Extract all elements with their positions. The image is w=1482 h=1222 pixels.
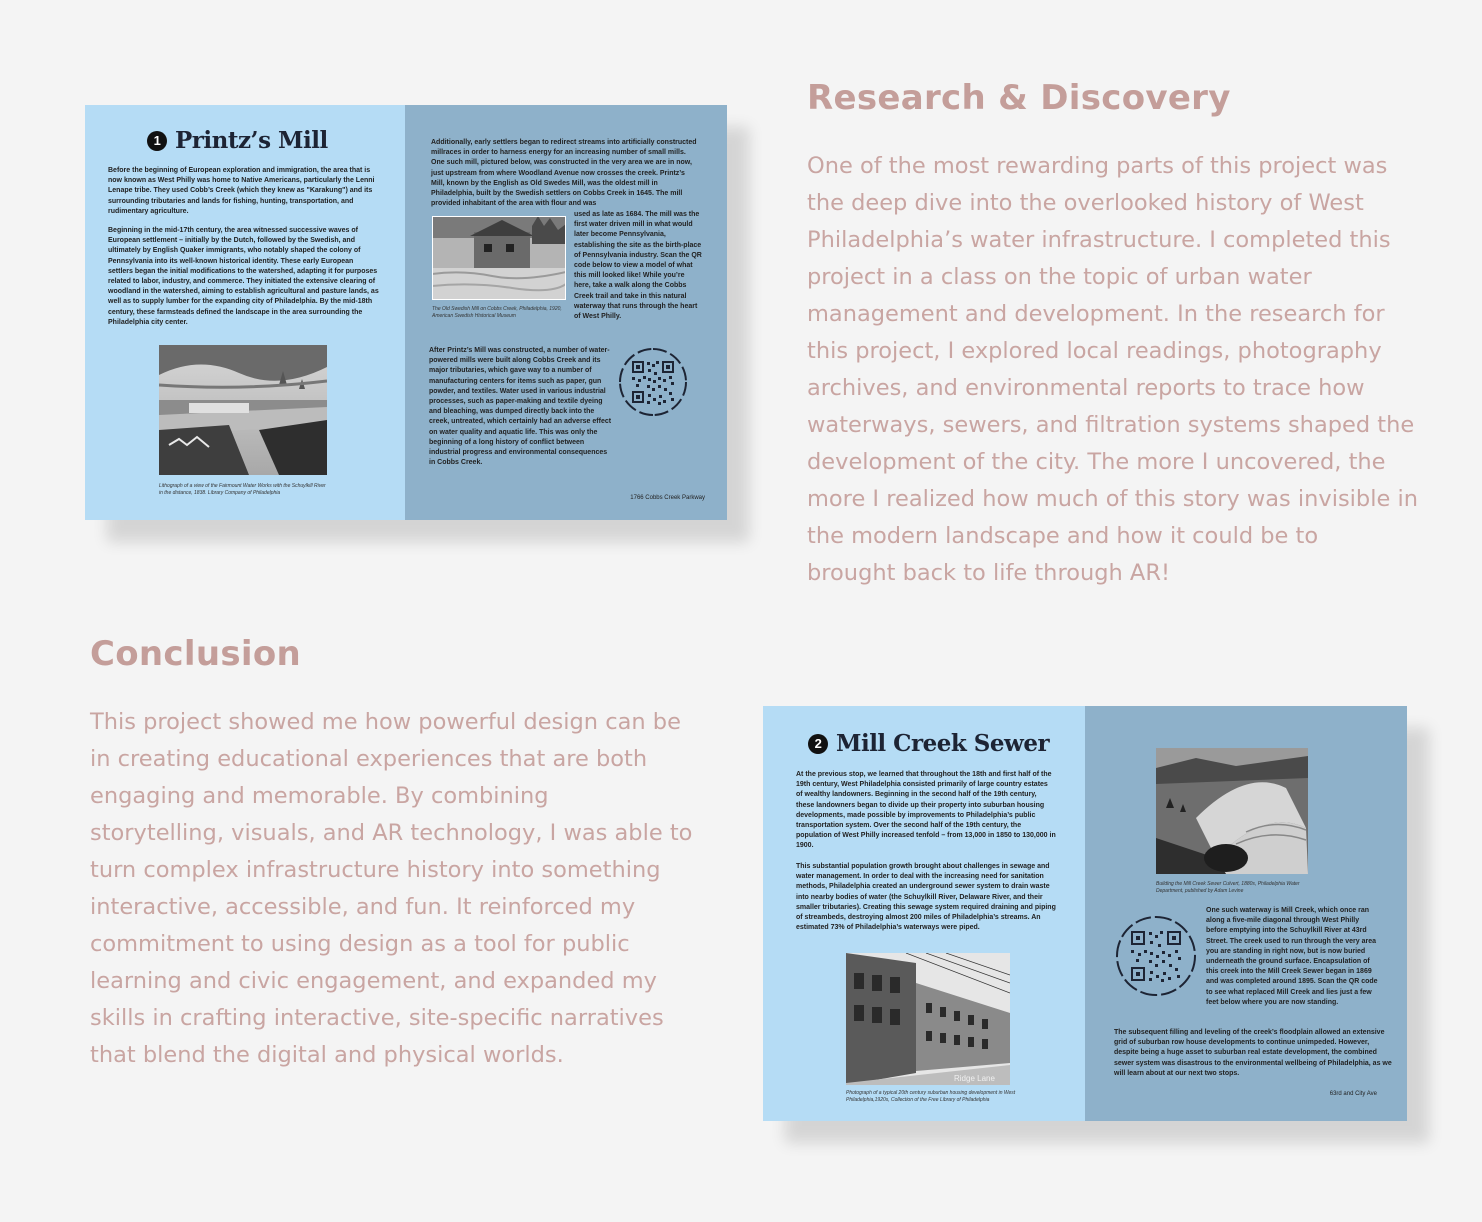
body-paragraph: used as late as 1684. The mill was the first water driven mill in what would later become Pennsylvania, establishing the site as the birth-place of Pennsylvania industry. Scan the QR code below to view a model of what this mill looked like! While you’re here, take a walk along the Cobbs Creek trail and take in this natural waterway that runs through the heart of West Philly.	[574, 211, 702, 321]
body-paragraph: Beginning in the mid-17th century, the area witnessed successive waves of European settlement – initially by the Dutch, followed by the Swedish, and ultimately by English Quaker immigrants, who notably shaped the colony of Pennsylvania into its well-known historical identity. These early European settlers began the initial modifications to the watershed, adapting it for purposes related to labor, industry, and commerce. They initiated the extensive clearing of woodland in the watershed, aiming to establish agricultural and pasture lands, as well as to supply lumber for the expanding city of Philadelphia. By the mid-18th century, these farmsteads defined the landscape in the area surrounding the Philadelphia city center.	[108, 227, 379, 326]
text-line: the deep dive into the overlooked history of West	[807, 190, 1364, 216]
brochure-spread-printzs-mill	[85, 105, 727, 520]
body-paragraph: At the previous stop, we learned that throughout the 18th and first half of the 19th century, West Philadelphia consisted primarily of large country estates of wealthy landowners. Beginning in the second half of the 19th century, these landowners began to divide up their property into suburban housing developments, made possible by improvements to Philadelphia’s public transportation system. Over the second half of the 19th century, the population of West Philly increased tenfold – from 13,000 in 1850 to 130,000 in 1900.	[796, 771, 1056, 850]
conclusion-heading: Conclusion	[90, 634, 301, 674]
spread1-left-page	[85, 105, 405, 520]
sewer-culvert-photo	[1156, 748, 1308, 874]
body-paragraph: After Printz’s Mill was constructed, a number of water-powered mills were built along Cobbs Creek and its major tributaries, which gave way to a number of manufacturing centers for items such as paper, gun powder, and textiles. Water used in various industrial processes, such as paper-making and textile dyeing and bleaching, was dumped directly back into the creek, untreated, which certainly had an adverse effect on water quality and aquatic life. This was only the beginning of a long history of conflict between industrial progress and environmental consequences in Cobbs Creek.	[429, 347, 612, 467]
text-line: in creating educational experiences that are both	[90, 746, 648, 772]
text-line: turn complex infrastructure history into something	[90, 857, 661, 883]
text-line: storytelling, visuals, and AR technology, I was able to	[90, 820, 693, 846]
spread2-right-page	[1085, 706, 1407, 1121]
text-line: brought back to life through AR!	[807, 560, 1170, 586]
body-paragraph: The subsequent filling and leveling of the creek’s floodplain allowed an extensive grid of suburban row house developments to continue unimpeded. However, despite being a huge asset to suburban real estate development, the combined sewer system was disastrous to the environmental wellbeing of Philadelphia, as we will learn about at our next two stops.	[1114, 1029, 1392, 1077]
image-caption: Lithograph of a view of the Fairmount Water Works with the Schuylkill River in the distance, 1838. Library Company of Philadelphia	[159, 483, 326, 496]
text-line: project in a class on the topic of urban water	[807, 264, 1312, 290]
text-line: Philadelphia’s water infrastructure. I completed this	[807, 227, 1391, 253]
research-heading: Research & Discovery	[807, 78, 1231, 118]
text-line: development of the city. The more I uncovered, the	[807, 449, 1386, 475]
research-paragraph	[807, 148, 1467, 592]
text-line: more I realized how much of this story was invisible in	[807, 486, 1418, 512]
text-line: archives, and environmental reports to trace how	[807, 375, 1365, 401]
page-title	[147, 127, 328, 154]
text-line: This project showed me how powerful design can be	[90, 709, 681, 735]
lithograph-image	[159, 345, 327, 475]
body-paragraph: Before the beginning of European exploration and immigration, the area that is now known as West Philly was home to Native Americans, particularly the Lenni Lenape tribe. They used Cobb’s Creek (which they knew as "Karakung") and its surrounding tributaries and lands for fishing, hunting, transportation, and rudimentary agriculture.	[108, 167, 375, 215]
text-line: One of the most rewarding parts of this project was	[807, 153, 1388, 179]
text-line: that blend the digital and physical worlds.	[90, 1042, 564, 1068]
stop-number-badge: 1	[147, 131, 167, 151]
text-line: the modern landscape and how it could be to	[807, 523, 1319, 549]
old-swedish-mill-photo	[432, 216, 566, 300]
qr-code-icon[interactable]	[616, 346, 690, 418]
spread1-right-page	[405, 105, 727, 520]
body-paragraph: This substantial population growth brought about challenges in sewage and water management. In order to deal with the increasing need for sanitation methods, Philadelphia created an underground sewer system to drain waste into nearby bodies of water (the Schuylkill River, Delaware River, and their smaller tributaries). Creating this sewage system required draining and piping of streambeds, destroying almost 200 miles of Philadelphia’s streams. An estimated 73% of Philadelphia’s waterways were piped.	[796, 863, 1056, 932]
text-line: skills in crafting interactive, site-specific narratives	[90, 1005, 664, 1031]
image-caption: Photograph of a typical 20th century suburban housing development in West Philadelphia,1920s, Collection of the Free Library of Philadelphia	[846, 1090, 1016, 1103]
text-line: waterways, sewers, and filtration systems shaped the	[807, 412, 1415, 438]
location-address: 63rd and City Ave	[1329, 1091, 1377, 1097]
spread2-left-page	[763, 706, 1085, 1121]
page-title	[808, 730, 1049, 757]
stop-number-badge: 2	[808, 734, 828, 754]
body-paragraph: One such waterway is Mill Creek, which once ran along a five-mile diagonal through West Philly before emptying into the Schuylkill River at 43rd Street. The creek used to run through the very area you are standing in right now, but is now buried underneath the ground surface. Encapsulation of this creek into the Mill Creek Sewer began in 1869 and was completed around 1895. Scan the QR code to see what replaced Mill Creek and lies just a few feet below where you are now standing.	[1206, 907, 1378, 1006]
image-caption: The Old Swedish Mill on Cobbs Creek, Philadelphia, 1920, American Swedish Historical Museum	[432, 306, 562, 319]
text-line: commitment to using design as a tool for public	[90, 931, 630, 957]
row-house-photo	[846, 953, 1010, 1085]
text-line: this project, I explored local readings, photography	[807, 338, 1382, 364]
page-title-text: Mill Creek Sewer	[836, 730, 1050, 757]
body-paragraph: Additionally, early settlers began to redirect streams into artificially constructed millraces in order to harness energy for an increasing number of small mills. One such mill, pictured below, was constructed in the very area we are in now, just upstream from where Woodland Avenue now crosses the creek. Printz’s Mill, known by the English as Old Swedes Mill, was the oldest mill in Philadelphia, built by the Swedish settlers on Cobbs Creek in 1645. The mill provided inhabitant of the area with flour and was	[431, 139, 697, 208]
photo-watermark: Ridge Lane	[954, 1074, 995, 1083]
image-caption: Building the Mill Creek Sewer Culvert, 1880s, Philadelphia Water Department, published by Adam Levine	[1156, 881, 1300, 894]
conclusion-paragraph	[90, 704, 730, 1074]
text-line: management and development. In the research for	[807, 301, 1385, 327]
text-line: interactive, accessible, and fun. It reinforced my	[90, 894, 636, 920]
text-line: engaging and memorable. By combining	[90, 783, 549, 809]
location-address: 1766 Cobbs Creek Parkway	[630, 495, 705, 501]
qr-code-icon[interactable]	[1113, 914, 1199, 998]
page-title-text: Printz’s Mill	[175, 127, 328, 154]
text-line: learning and civic engagement, and expanded my	[90, 968, 657, 994]
brochure-spread-mill-creek-sewer	[763, 706, 1407, 1121]
